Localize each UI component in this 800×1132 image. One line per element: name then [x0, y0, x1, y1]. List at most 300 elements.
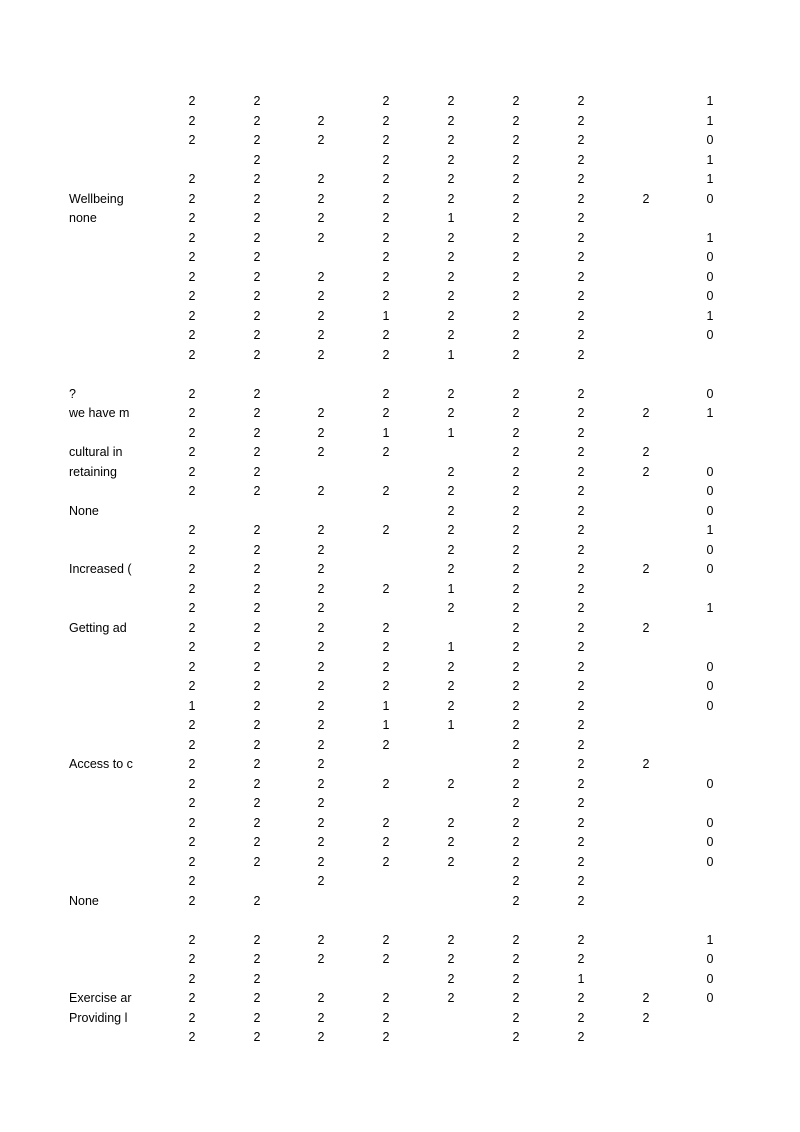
cell-value: 2: [577, 1010, 585, 1025]
cell-value: 1: [382, 698, 390, 713]
cell-value: 2: [317, 952, 325, 966]
cell-value: 2: [577, 620, 585, 635]
table-row: [0, 365, 800, 385]
cell-value: 2: [577, 854, 585, 869]
cell-value: 2: [253, 698, 261, 713]
cell-value: 2: [512, 328, 520, 342]
table-row: [0, 892, 800, 912]
cell-value: 2: [253, 94, 261, 108]
cell-value: 2: [253, 932, 261, 947]
cell-value: 2: [382, 172, 390, 186]
cell-value: 1: [188, 698, 196, 713]
cell-value: 2: [188, 893, 196, 908]
cell-value: 2: [577, 659, 585, 674]
cell-value: 2: [382, 815, 390, 830]
cell-value: 2: [447, 991, 455, 1005]
cell-value: 2: [512, 406, 520, 420]
row-label: Providing l: [69, 1010, 128, 1025]
cell-value: 2: [253, 815, 261, 830]
cell-value: 2: [188, 581, 196, 596]
cell-value: 2: [253, 250, 261, 264]
cell-value: 2: [447, 952, 455, 966]
cell-value: 2: [253, 425, 261, 440]
cell-value: 2: [317, 289, 325, 303]
cell-value: 2: [577, 172, 585, 186]
row-label: cultural in: [69, 445, 123, 459]
cell-value: 2: [188, 523, 196, 537]
cell-value: 2: [447, 698, 455, 713]
cell-value: 2: [253, 640, 261, 654]
cell-value: 2: [317, 1010, 325, 1025]
cell-value: 2: [577, 94, 585, 108]
table-row: [0, 736, 800, 756]
cell-value: 2: [512, 523, 520, 537]
cell-value: 2: [317, 1030, 325, 1044]
cell-value: 1: [706, 152, 714, 167]
cell-value: 1: [706, 406, 714, 420]
cell-value: 2: [382, 952, 390, 966]
cell-value: 2: [512, 620, 520, 635]
cell-value: 2: [577, 601, 585, 615]
cell-value: 2: [188, 757, 196, 771]
cell-value: 2: [512, 347, 520, 362]
table-row: [0, 775, 800, 795]
cell-value: 2: [577, 698, 585, 713]
cell-value: 2: [188, 347, 196, 362]
cell-value: 2: [317, 133, 325, 147]
cell-value: 2: [382, 113, 390, 128]
cell-value: 0: [706, 854, 714, 869]
table-row: [0, 716, 800, 736]
cell-value: 2: [577, 581, 585, 596]
cell-value: 2: [382, 94, 390, 108]
cell-value: 2: [577, 464, 585, 479]
cell-value: 2: [512, 503, 520, 518]
cell-value: 2: [253, 601, 261, 615]
cell-value: 2: [512, 386, 520, 401]
cell-value: 0: [706, 542, 714, 557]
cell-value: 2: [188, 1010, 196, 1025]
table-row: [0, 931, 800, 951]
cell-value: 2: [382, 386, 390, 401]
cell-value: 2: [512, 757, 520, 771]
cell-value: 2: [188, 133, 196, 147]
table-row: [0, 853, 800, 873]
cell-value: 2: [317, 581, 325, 596]
cell-value: 2: [317, 835, 325, 849]
cell-value: 1: [706, 601, 714, 615]
cell-value: 2: [317, 776, 325, 791]
table-row: [0, 989, 800, 1009]
cell-value: 2: [188, 328, 196, 342]
cell-value: 2: [447, 776, 455, 791]
cell-value: 2: [382, 679, 390, 693]
cell-value: 0: [706, 289, 714, 303]
cell-value: 2: [317, 562, 325, 576]
cell-value: 2: [253, 718, 261, 732]
cell-value: 2: [317, 932, 325, 947]
cell-value: 2: [577, 835, 585, 849]
table-row: [0, 541, 800, 561]
cell-value: 2: [253, 308, 261, 323]
cell-value: 2: [317, 698, 325, 713]
cell-value: 2: [382, 640, 390, 654]
cell-value: 2: [253, 269, 261, 284]
cell-value: 1: [577, 971, 585, 986]
cell-value: 2: [447, 191, 455, 206]
row-label: we have m: [69, 406, 130, 420]
cell-value: 2: [382, 932, 390, 947]
cell-value: 2: [512, 737, 520, 752]
cell-value: 2: [642, 1010, 650, 1025]
cell-value: 2: [577, 932, 585, 947]
cell-value: 1: [447, 640, 455, 654]
cell-value: 2: [512, 952, 520, 966]
cell-value: 2: [512, 152, 520, 167]
cell-value: 2: [317, 484, 325, 498]
table-row: [0, 814, 800, 834]
cell-value: 2: [382, 406, 390, 420]
cell-value: 1: [706, 113, 714, 128]
cell-value: 2: [512, 640, 520, 654]
cell-value: 2: [317, 191, 325, 206]
cell-value: 2: [382, 523, 390, 537]
cell-value: 2: [188, 679, 196, 693]
cell-value: 2: [642, 620, 650, 635]
cell-value: 2: [317, 640, 325, 654]
cell-value: 2: [512, 113, 520, 128]
cell-value: 2: [188, 874, 196, 888]
cell-value: 2: [512, 484, 520, 498]
cell-value: 2: [512, 601, 520, 615]
cell-value: 2: [512, 893, 520, 908]
cell-value: 2: [317, 230, 325, 245]
cell-value: 2: [188, 1030, 196, 1044]
cell-value: 1: [382, 425, 390, 440]
cell-value: 0: [706, 815, 714, 830]
cell-value: 2: [447, 230, 455, 245]
table-row: [0, 229, 800, 249]
cell-value: 2: [577, 191, 585, 206]
cell-value: 2: [188, 386, 196, 401]
cell-value: 2: [577, 776, 585, 791]
cell-value: 2: [188, 640, 196, 654]
cell-value: 2: [577, 737, 585, 752]
cell-value: 2: [512, 211, 520, 225]
cell-value: 2: [577, 796, 585, 810]
cell-value: 0: [706, 503, 714, 518]
cell-value: 0: [706, 659, 714, 674]
cell-value: 1: [706, 230, 714, 245]
cell-value: 2: [382, 1010, 390, 1025]
table-row: [0, 346, 800, 366]
cell-value: 2: [447, 484, 455, 498]
cell-value: 2: [447, 94, 455, 108]
cell-value: 2: [317, 796, 325, 810]
cell-value: 2: [188, 191, 196, 206]
cell-value: 0: [706, 133, 714, 147]
cell-value: 2: [642, 191, 650, 206]
table-row: [0, 970, 800, 990]
cell-value: 2: [512, 542, 520, 557]
table-row: [0, 424, 800, 444]
row-label: Getting ad: [69, 620, 127, 635]
cell-value: 2: [253, 191, 261, 206]
cell-value: 2: [188, 854, 196, 869]
row-label: retaining: [69, 464, 117, 479]
cell-value: 2: [577, 347, 585, 362]
cell-value: 1: [447, 425, 455, 440]
cell-value: 2: [447, 289, 455, 303]
cell-value: 2: [317, 172, 325, 186]
cell-value: 2: [188, 269, 196, 284]
cell-value: 2: [447, 503, 455, 518]
cell-value: 2: [577, 425, 585, 440]
table-row: [0, 307, 800, 327]
cell-value: 2: [512, 230, 520, 245]
cell-value: 2: [447, 328, 455, 342]
cell-value: 2: [253, 562, 261, 576]
cell-value: 1: [447, 718, 455, 732]
cell-value: 2: [512, 718, 520, 732]
cell-value: 2: [188, 230, 196, 245]
cell-value: 2: [253, 971, 261, 986]
cell-value: 2: [447, 835, 455, 849]
cell-value: 2: [253, 659, 261, 674]
cell-value: 2: [577, 679, 585, 693]
table-row: [0, 599, 800, 619]
cell-value: 2: [188, 94, 196, 108]
cell-value: 2: [317, 211, 325, 225]
table-row: [0, 268, 800, 288]
cell-value: 2: [188, 776, 196, 791]
cell-value: 2: [512, 425, 520, 440]
cell-value: 2: [382, 133, 390, 147]
cell-value: 2: [512, 464, 520, 479]
cell-value: 2: [188, 484, 196, 498]
cell-value: 2: [577, 484, 585, 498]
cell-value: 2: [642, 464, 650, 479]
cell-value: 2: [577, 991, 585, 1005]
table-row: [0, 619, 800, 639]
row-label: None: [69, 893, 99, 908]
cell-value: 2: [317, 425, 325, 440]
cell-value: 2: [188, 464, 196, 479]
cell-value: 2: [253, 113, 261, 128]
cell-value: 2: [447, 854, 455, 869]
cell-value: 0: [706, 971, 714, 986]
cell-value: 2: [317, 874, 325, 888]
cell-value: 1: [706, 172, 714, 186]
row-label: Wellbeing: [69, 191, 124, 206]
cell-value: 2: [253, 952, 261, 966]
cell-value: 2: [382, 250, 390, 264]
cell-value: 2: [188, 659, 196, 674]
cell-value: 2: [577, 718, 585, 732]
cell-value: 2: [512, 289, 520, 303]
cell-value: 2: [447, 659, 455, 674]
cell-value: 2: [512, 1010, 520, 1025]
cell-value: 2: [253, 211, 261, 225]
cell-value: 2: [447, 406, 455, 420]
cell-value: 2: [642, 757, 650, 771]
cell-value: 2: [382, 152, 390, 167]
cell-value: 2: [447, 971, 455, 986]
cell-value: 2: [512, 698, 520, 713]
cell-value: 2: [382, 991, 390, 1005]
cell-value: 2: [512, 796, 520, 810]
table-row: [0, 482, 800, 502]
cell-value: 2: [253, 854, 261, 869]
cell-value: 2: [188, 425, 196, 440]
cell-value: 0: [706, 698, 714, 713]
cell-value: 2: [447, 269, 455, 284]
cell-value: 2: [577, 523, 585, 537]
cell-value: 2: [253, 835, 261, 849]
cell-value: 2: [317, 659, 325, 674]
cell-value: 2: [512, 250, 520, 264]
table-row: [0, 872, 800, 892]
cell-value: 2: [253, 542, 261, 557]
cell-value: 2: [317, 347, 325, 362]
cell-value: 2: [577, 757, 585, 771]
cell-value: 1: [706, 94, 714, 108]
cell-value: 2: [382, 835, 390, 849]
cell-value: 2: [447, 562, 455, 576]
cell-value: 2: [577, 308, 585, 323]
cell-value: 2: [188, 991, 196, 1005]
cell-value: 2: [253, 328, 261, 342]
cell-value: 2: [577, 269, 585, 284]
cell-value: 2: [188, 406, 196, 420]
cell-value: 2: [317, 815, 325, 830]
cell-value: 2: [317, 445, 325, 459]
cell-value: 2: [253, 893, 261, 908]
cell-value: 2: [512, 308, 520, 323]
cell-value: 2: [188, 445, 196, 459]
cell-value: 2: [447, 601, 455, 615]
cell-value: 2: [512, 874, 520, 888]
cell-value: 2: [188, 815, 196, 830]
cell-value: 0: [706, 679, 714, 693]
cell-value: 2: [188, 113, 196, 128]
cell-value: 2: [577, 230, 585, 245]
cell-value: 2: [382, 659, 390, 674]
cell-value: 2: [188, 289, 196, 303]
cell-value: 2: [253, 445, 261, 459]
table-row: [0, 112, 800, 132]
table-row: [0, 560, 800, 580]
cell-value: 2: [188, 932, 196, 947]
cell-value: 0: [706, 191, 714, 206]
cell-value: 2: [577, 152, 585, 167]
cell-value: 1: [706, 932, 714, 947]
cell-value: 2: [317, 406, 325, 420]
cell-value: 2: [447, 542, 455, 557]
cell-value: 2: [253, 737, 261, 752]
cell-value: 2: [447, 113, 455, 128]
cell-value: 0: [706, 835, 714, 849]
cell-value: 0: [706, 328, 714, 342]
cell-value: 2: [253, 991, 261, 1005]
cell-value: 2: [382, 445, 390, 459]
cell-value: 2: [188, 718, 196, 732]
cell-value: 2: [512, 581, 520, 596]
cell-value: 0: [706, 269, 714, 284]
cell-value: 2: [577, 562, 585, 576]
table-row: [0, 1009, 800, 1029]
row-label: Access to c: [69, 757, 133, 771]
cell-value: 2: [447, 250, 455, 264]
cell-value: 2: [382, 347, 390, 362]
cell-value: 2: [512, 172, 520, 186]
cell-value: 2: [577, 640, 585, 654]
cell-value: 2: [188, 172, 196, 186]
cell-value: 2: [253, 1010, 261, 1025]
cell-value: 2: [253, 581, 261, 596]
table-row: [0, 170, 800, 190]
cell-value: 2: [317, 737, 325, 752]
cell-value: 2: [642, 406, 650, 420]
cell-value: 2: [642, 991, 650, 1005]
cell-value: 0: [706, 562, 714, 576]
cell-value: 2: [253, 620, 261, 635]
cell-value: 2: [512, 445, 520, 459]
cell-value: 2: [253, 464, 261, 479]
cell-value: 0: [706, 484, 714, 498]
cell-value: 2: [253, 386, 261, 401]
cell-value: 2: [382, 289, 390, 303]
cell-value: 2: [512, 659, 520, 674]
cell-value: 0: [706, 250, 714, 264]
cell-value: 2: [447, 523, 455, 537]
cell-value: 2: [317, 269, 325, 284]
cell-value: 2: [188, 542, 196, 557]
cell-value: 2: [447, 815, 455, 830]
cell-value: 2: [577, 133, 585, 147]
table-row: [0, 755, 800, 775]
table-row: [0, 385, 800, 405]
cell-value: 2: [512, 94, 520, 108]
row-label: none: [69, 211, 97, 225]
cell-value: 0: [706, 991, 714, 1005]
cell-value: 2: [188, 601, 196, 615]
cell-value: 2: [577, 1030, 585, 1044]
cell-value: 2: [253, 1030, 261, 1044]
cell-value: 2: [188, 796, 196, 810]
cell-value: 2: [188, 562, 196, 576]
table-row: [0, 950, 800, 970]
cell-value: 2: [253, 289, 261, 303]
row-label: None: [69, 503, 99, 518]
cell-value: 2: [188, 308, 196, 323]
table-row: [0, 443, 800, 463]
spreadsheet-page: [0, 92, 800, 1048]
cell-value: 2: [317, 523, 325, 537]
cell-value: 2: [577, 503, 585, 518]
cell-value: 2: [253, 776, 261, 791]
cell-value: 2: [188, 620, 196, 635]
cell-value: 2: [512, 191, 520, 206]
cell-value: 1: [706, 308, 714, 323]
cell-value: 2: [447, 679, 455, 693]
cell-value: 2: [447, 464, 455, 479]
cell-value: 2: [512, 776, 520, 791]
table-row: [0, 463, 800, 483]
cell-value: 2: [382, 269, 390, 284]
cell-value: 2: [577, 542, 585, 557]
cell-value: 2: [317, 718, 325, 732]
